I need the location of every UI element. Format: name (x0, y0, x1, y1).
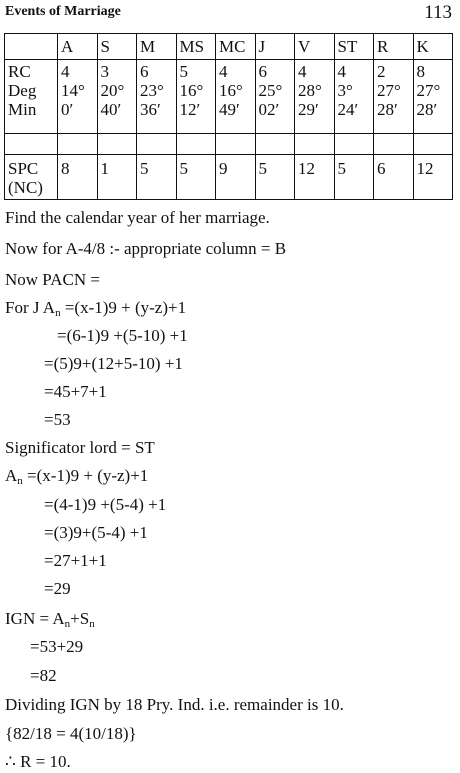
table-cell: 8 (58, 154, 98, 199)
table-cell: 9 (216, 154, 256, 199)
table-cell (137, 60, 177, 133)
row-label-nc: (NC) (8, 177, 43, 197)
formula-line: For J $A_n =(x-1)9 + (y-z)+1$ (5, 298, 187, 319)
calc-line: =82 (30, 666, 57, 685)
rc-value: 5 (179, 62, 188, 82)
calc-line: =(5)9+(12+5-10) +1 (44, 354, 183, 373)
header-cell: V (295, 34, 335, 60)
header-cell: MS (176, 34, 216, 60)
calc-line: =27+1+1 (44, 551, 107, 570)
min-value: 28′ (416, 100, 438, 120)
rc-value: 4 (337, 62, 346, 82)
table-cell (176, 60, 216, 133)
deg-value: 27° (416, 81, 441, 101)
table-cell (374, 60, 414, 133)
min-value: 36′ (140, 100, 161, 120)
header-cell: J (255, 34, 295, 60)
table-cell: 6 (374, 154, 414, 199)
rc-value: 4 (219, 62, 228, 82)
rc-value: 4 (298, 62, 307, 82)
column-line: Now for A-4/8 :- appropriate column = B (5, 239, 287, 258)
header-cell: M (137, 34, 177, 60)
division-line: {82/18 = 4(10/18)} (5, 724, 137, 743)
table-cell: 5 (176, 154, 216, 199)
table-cell (255, 60, 295, 133)
table-cell (334, 60, 374, 133)
header-cell: A (58, 34, 98, 60)
table-cell (97, 60, 137, 133)
planet-table (4, 33, 453, 200)
table-cell: 12 (413, 154, 453, 199)
significator-line: Significator lord = ST (5, 438, 155, 457)
header-cell: R (374, 34, 414, 60)
deg-value: 14° (61, 81, 85, 101)
deg-value: 23° (140, 81, 164, 101)
deg-value: 16° (219, 81, 243, 101)
rc-value: 8 (416, 62, 425, 82)
remainder-line: Dividing IGN by 18 Pry. Ind. i.e. remainder is 10. (5, 695, 344, 714)
calc-line: =(6-1)9 +(5-10) +1 (57, 326, 188, 345)
row-label-min: Min (8, 100, 37, 120)
row-label-spc: SPC (8, 158, 39, 178)
deg-value: 28° (298, 81, 322, 101)
deg-value: 25° (258, 81, 283, 101)
calc-line: =53 (44, 410, 71, 429)
table-row (5, 154, 453, 199)
table-row-blank (5, 133, 453, 154)
rc-value: 2 (377, 62, 386, 82)
row-label-rc: RC (8, 62, 31, 82)
ign-line: IGN = $A_n+S_n$ (5, 609, 95, 630)
deg-value: 27° (377, 81, 401, 101)
rc-value: 4 (61, 62, 70, 82)
table-header-row (5, 34, 453, 60)
result-line: ∴ R = 10. (5, 752, 71, 771)
deg-value: 16° (179, 81, 204, 101)
deg-value: 3° (337, 81, 353, 101)
table-cell: 5 (255, 154, 295, 199)
min-value: 29′ (298, 100, 319, 120)
calc-line: =29 (44, 579, 71, 598)
calc-line: =(3)9+(5-4) +1 (44, 523, 148, 542)
pacn-line: Now PACN = (5, 270, 100, 289)
page-header (5, 4, 452, 26)
row-label-deg: Deg (8, 81, 37, 101)
rc-value: 3 (100, 62, 109, 82)
table-row (5, 60, 453, 133)
min-value: 24′ (337, 100, 359, 120)
header-cell: MC (216, 34, 256, 60)
table-cell (216, 60, 256, 133)
header-cell: ST (334, 34, 374, 60)
min-value: 02′ (258, 100, 280, 120)
min-value: 49′ (219, 100, 240, 120)
header-cell: S (97, 34, 137, 60)
calc-line: =(4-1)9 +(5-4) +1 (44, 495, 167, 514)
table-cell (295, 60, 335, 133)
page-number: 113 (424, 2, 452, 23)
header-cell (5, 34, 58, 60)
deg-value: 20° (100, 81, 125, 101)
min-value: 40′ (100, 100, 122, 120)
row-label-cell (5, 60, 58, 133)
min-value: 12′ (179, 100, 201, 120)
table-cell: 5 (137, 154, 177, 199)
question-line: Find the calendar year of her marriage. (5, 208, 270, 227)
calc-line: =45+7+1 (44, 382, 107, 401)
calc-line: =53+29 (30, 637, 84, 656)
table-cell (58, 60, 98, 133)
row-label-cell (5, 154, 58, 199)
rc-value: 6 (140, 62, 149, 82)
table-cell: 1 (97, 154, 137, 199)
min-value: 0′ (61, 100, 74, 120)
running-title: Events of Marriage (5, 4, 121, 19)
header-cell: K (413, 34, 453, 60)
table-cell: 5 (334, 154, 374, 199)
rc-value: 6 (258, 62, 267, 82)
formula-line: $A_n =(x-1)9 + (y-z)+1$ (5, 466, 149, 487)
table-cell: 12 (295, 154, 335, 199)
table-cell (413, 60, 453, 133)
min-value: 28′ (377, 100, 398, 120)
